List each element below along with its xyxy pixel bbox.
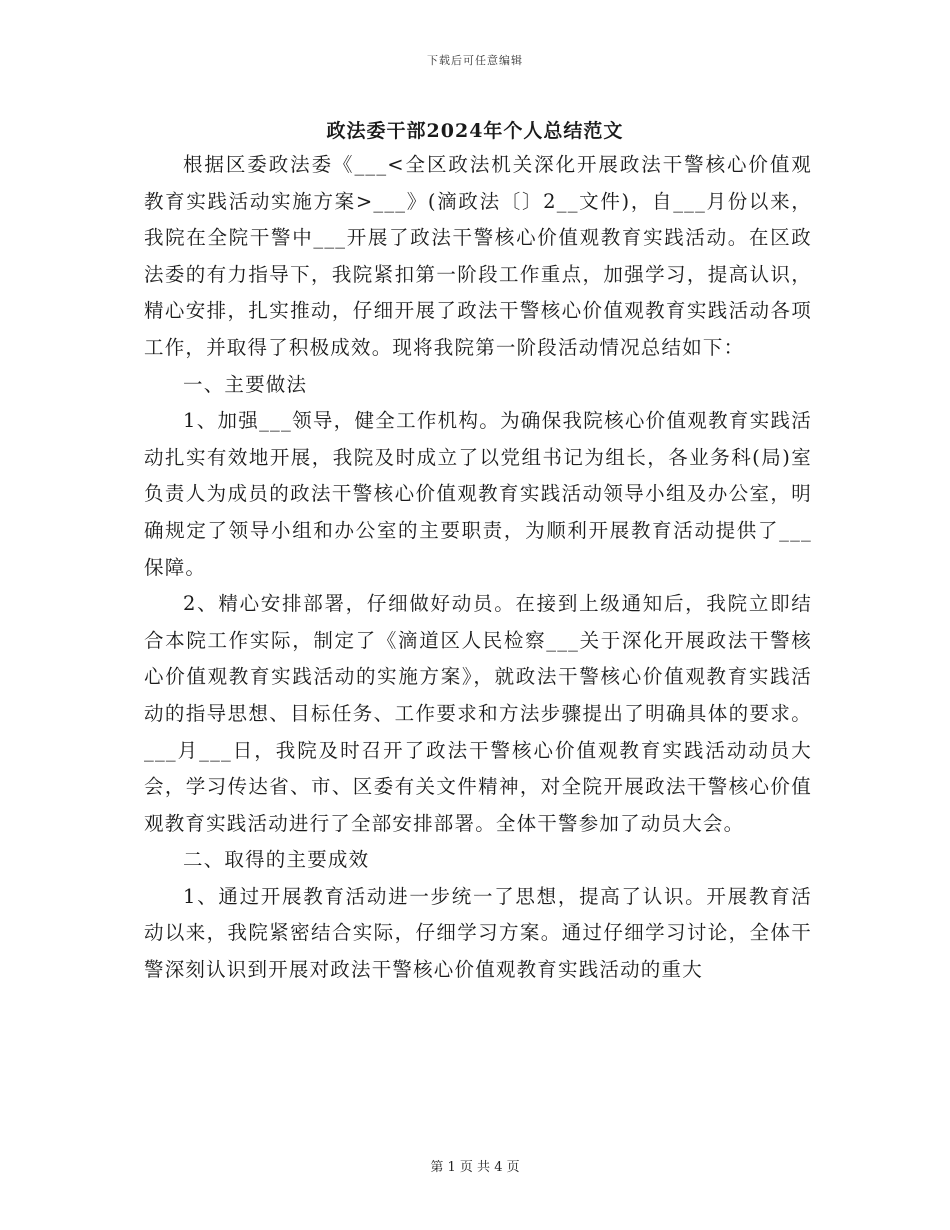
document-title: 政法委干部2024年个人总结范文 (326, 120, 624, 142)
download-note: 下载后可任意编辑 (427, 54, 523, 67)
paragraph-intro: 根据区委政法委《___<全区政法机关深化开展政法干警核心价值观教育实践活动实施方案>___》(滴政法〔〕2__文件)，自___月份以来，我院在全院干警中___开展了政法干警核心价值观教育实践活动。在区政法委的有力指导下，我院紧扣第一阶段工作重点，加强学习，提高认识，精心安排，扎实推动，仔细开展了政法干警核心价值观教育实践活动各项工作，并取得了积极成效。现将我院第一阶段活动情况总结如下： (144, 153, 812, 359)
paragraph-achievement-1: 1、通过开展教育活动进一步统一了思想，提高了认识。开展教育活动以来，我院紧密结合实际，仔细学习方案。通过仔细学习讨论，全体干警深刻认识到开展对政法干警核心价值观教育实践活动的重大 (144, 884, 812, 982)
page-number: 第 1 页 共 4 页 (430, 1160, 520, 1175)
section-heading-main-practices: 一、主要做法 (183, 372, 308, 396)
section-heading-achievements: 二、取得的主要成效 (183, 848, 370, 872)
paragraph-practice-1: 1、加强___领导，健全工作机构。为确保我院核心价值观教育实践活动扎实有效地开展，我院及时成立了以党组书记为组长，各业务科(局)室负责人为成员的政法干警核心价值观教育实践活动领导小组及办公室，明确规定了领导小组和办公室的主要职责，为顺利开展教育活动提供了___保障。 (144, 409, 812, 579)
paragraph-practice-2: 2、精心安排部署，仔细做好动员。在接到上级通知后，我院立即结合本院工作实际，制定了《滴道区人民检察___关于深化开展政法干警核心价值观教育实践活动的实施方案》，就政法干警核心价值观教育实践活动的指导思想、目标任务、工作要求和方法步骤提出了明确具体的要求。___月___日，我院及时召开了政法干警核心价值观教育实践活动动员大会，学习传达省、市、区委有关文件精神，对全院开展政法干警核心价值观教育实践活动进行了全部安排部署。全体干警参加了动员大会。 (144, 592, 812, 835)
document-body (144, 147, 812, 989)
